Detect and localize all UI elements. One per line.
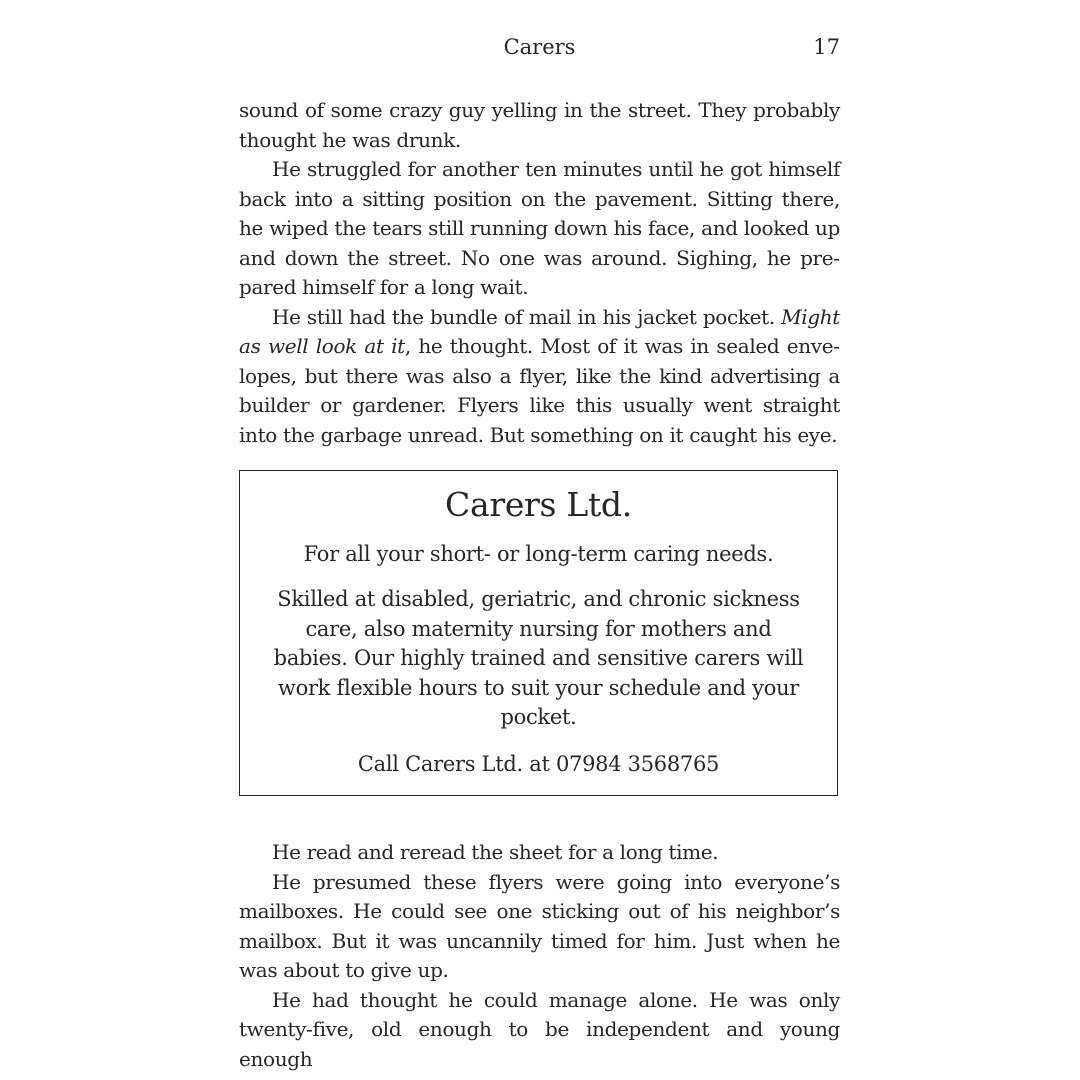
paragraph: He presumed these flyers were going into everyone’s mailboxes. He could see one sticking out of his neighbor’s mailbox. But it was uncannily timed for him. Just when he was about to give up. [239,869,840,982]
flyer-box [239,470,838,796]
paragraph: He struggled for another ten minutes until he got himself back into a sitting position on the pavement. Sitting there, he wiped the tears still running down his face, and looked up and down the street. No one was around. Sighing, he prepared himself for a long wait. [239,157,840,299]
flyer-contact: Call Carers Ltd. at 07984 3568765 [357,752,720,776]
running-title: Carers [503,35,576,59]
flyer-body: Skilled at disabled, geriatric, and chronic sickness care, also maternity nursing for mothers and babies. Our highly trained and sensitive carers will work flexible hours to suit your schedule and your pocket. [273,587,804,729]
italic-thought: Might as well look at it [239,304,840,358]
paragraph: He had thought he could manage alone. He was only twenty-five, old enough to be independent and young enough [239,987,840,1071]
text-block-bottom [239,838,840,1074]
flyer-tagline: For all your short- or long-term caring needs. [303,542,774,566]
paragraph-text: He still had the bundle of mail in his jacket pocket. [272,304,782,329]
text-block-top [239,96,840,450]
paragraph-continued: sound of some crazy guy yelling in the street. They probably thought he was drunk. [239,98,840,152]
page-number: 17 [813,35,840,59]
paragraph-text: , he thought. Most of it was in sealed envelopes, but there was also a flyer, like the kind advertising a builder or gardener. Flyers like this usually went straight into the garbage unread. But something on it caught his eye. [239,334,840,447]
running-head [239,33,840,61]
paragraph [239,303,840,451]
paragraph: He read and reread the sheet for a long time. [272,840,719,864]
flyer-title: Carers Ltd. [445,485,632,524]
